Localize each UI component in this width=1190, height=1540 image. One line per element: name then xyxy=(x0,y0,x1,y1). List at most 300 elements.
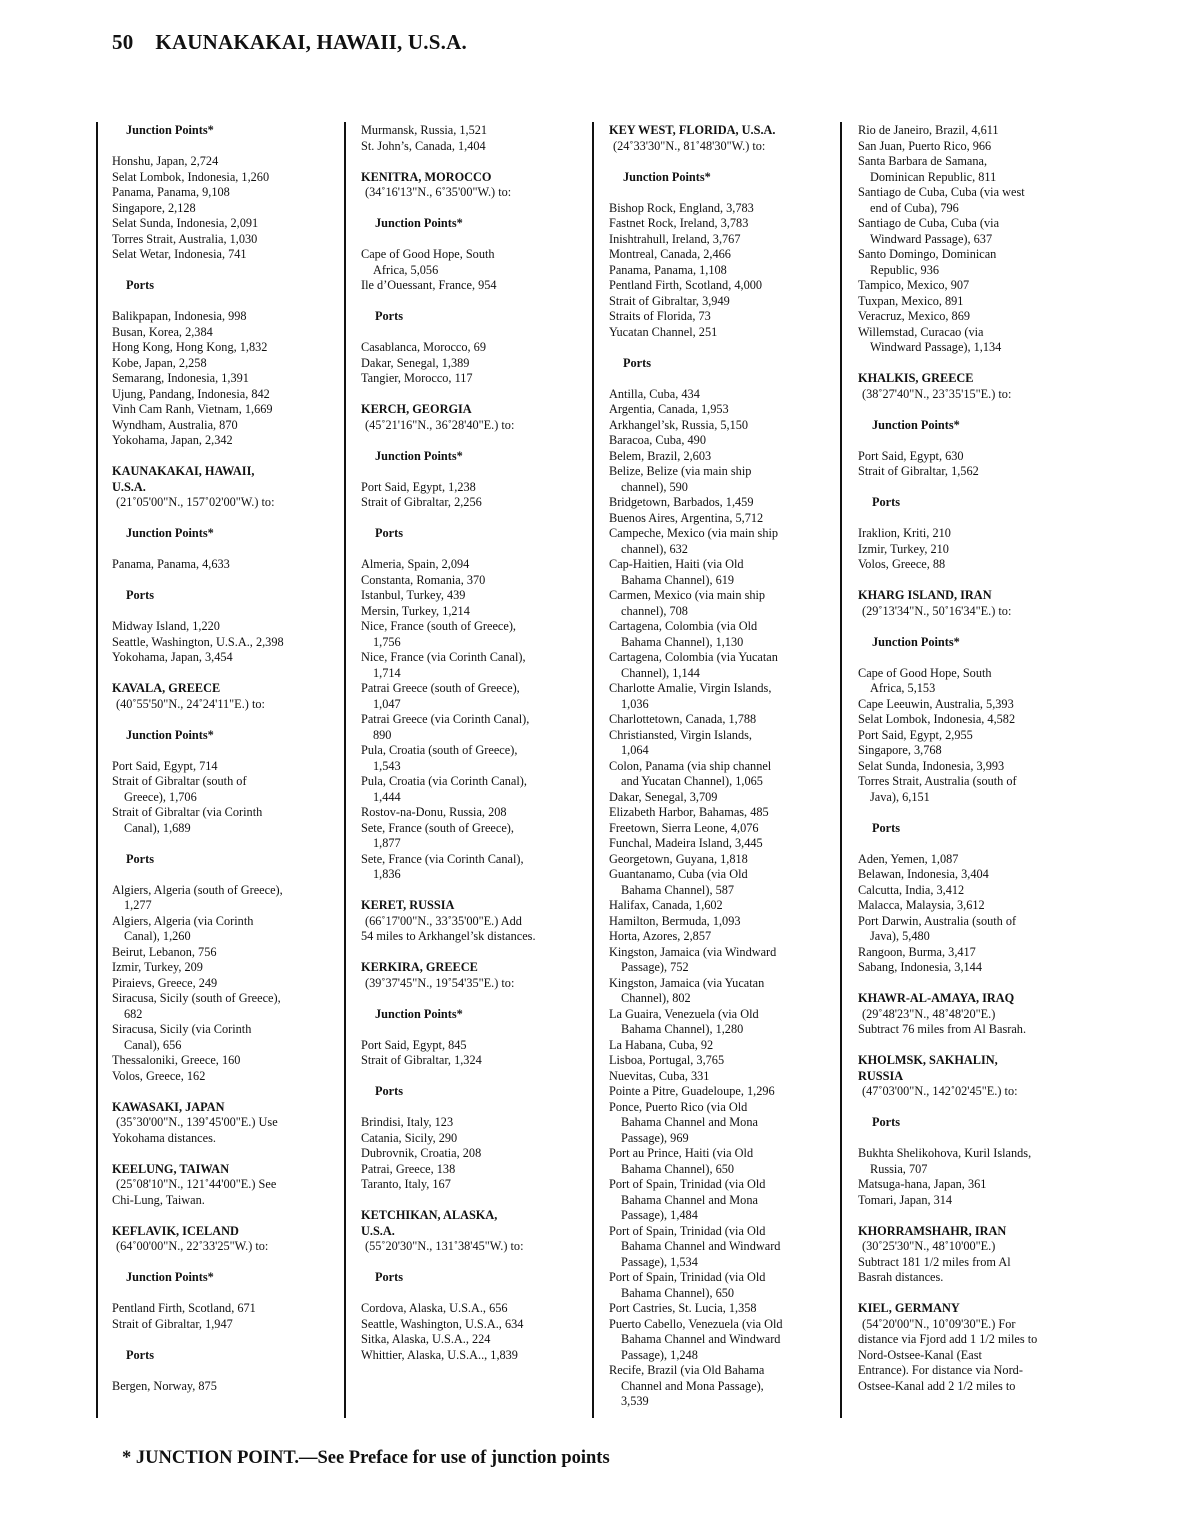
entry-line: 682 xyxy=(124,1006,143,1021)
entry-line: Tampico, Mexico, 907 xyxy=(858,278,970,292)
spacer xyxy=(858,1038,1086,1054)
port-name: KERCH, GEORGIA xyxy=(361,402,472,416)
entry-line: Piraievs, Greece, 249 xyxy=(112,975,218,990)
column-rule xyxy=(344,122,346,1418)
entry-line: Siracusa, Sicily (via Corinth xyxy=(112,1022,252,1036)
distance-entry xyxy=(361,1053,589,1069)
distance-entry xyxy=(858,526,1086,542)
distance-entry xyxy=(858,728,1086,744)
entry-line: Port Said, Egypt, 845 xyxy=(361,1037,467,1052)
distance-entry xyxy=(361,805,589,821)
distance-list xyxy=(609,387,837,1410)
entry-line: Tangier, Morocco, 117 xyxy=(361,371,473,385)
entry-line: Fastnet Rock, Ireland, 3,783 xyxy=(609,216,749,230)
distance-entry xyxy=(858,557,1086,573)
distance-entry xyxy=(361,1038,589,1054)
entry-line: Strait of Gibraltar, 2,256 xyxy=(361,495,482,509)
distance-entry xyxy=(112,433,340,449)
entry-line: Balikpapan, Indonesia, 998 xyxy=(112,309,247,323)
entry-line: Pentland Firth, Scotland, 4,000 xyxy=(609,278,763,292)
port-heading xyxy=(361,898,589,945)
entry-line: Port au Prince, Haiti (via Old xyxy=(609,1146,754,1160)
distance-entry xyxy=(609,464,837,495)
spacer xyxy=(858,356,1086,372)
entry-line: Cordova, Alaska, U.S.A., 656 xyxy=(361,1301,508,1315)
distance-entry xyxy=(112,991,340,1022)
entry-line: Antilla, Cuba, 434 xyxy=(609,386,700,401)
distance-entry xyxy=(112,557,340,573)
entry-line: Honshu, Japan, 2,724 xyxy=(112,154,219,168)
distance-entry xyxy=(112,1069,340,1085)
spacer xyxy=(858,1394,1086,1410)
port-coordinates: (40˚55'50"N., 24˚24'11"E.) to: xyxy=(116,696,265,711)
entry-line: end of Cuba), 796 xyxy=(870,200,959,215)
distance-entry xyxy=(112,1053,340,1069)
port-note: Entrance). For distance via Nord- xyxy=(858,1363,1023,1377)
distance-entry xyxy=(609,790,837,806)
distance-entry xyxy=(609,712,837,728)
port-note: Basrah distances. xyxy=(858,1270,944,1284)
entry-line: Bahama Channel), 1,130 xyxy=(621,634,744,649)
spacer xyxy=(609,1410,837,1426)
distance-entry xyxy=(858,898,1086,914)
distance-entry xyxy=(361,1162,589,1178)
distance-entry xyxy=(609,294,837,310)
entry-line: Pointe a Pitre, Guadeloupe, 1,296 xyxy=(609,1084,775,1098)
distance-entry xyxy=(361,247,589,278)
page-number: 50 xyxy=(112,30,134,54)
entry-line: Arkhangel’sk, Russia, 5,150 xyxy=(609,417,749,432)
port-name: KHALKIS, GREECE xyxy=(858,371,974,385)
entry-line: and Yucatan Channel), 1,065 xyxy=(621,774,763,788)
distance-entry xyxy=(609,402,837,418)
spacer xyxy=(361,1069,589,1085)
distance-list xyxy=(858,123,1086,356)
distance-entry xyxy=(112,619,340,635)
port-heading xyxy=(112,681,340,712)
port-coordinates: (29˚13'34"N., 50˚16'34"E.) to: xyxy=(862,603,1012,618)
distance-entry xyxy=(112,960,340,976)
distance-entry xyxy=(609,1270,837,1301)
distance-list xyxy=(858,852,1086,976)
distance-entry xyxy=(858,743,1086,759)
entry-line: Santiago de Cuba, Cuba (via west xyxy=(858,185,1025,199)
distance-list xyxy=(112,154,340,263)
entry-line: Russia, 707 xyxy=(870,1161,928,1176)
entry-line: Matsuga-hana, Japan, 361 xyxy=(858,1177,987,1191)
entry-line: Ile d’Ouessant, France, 954 xyxy=(361,278,497,292)
distance-entry xyxy=(609,1084,837,1100)
distance-entry xyxy=(609,588,837,619)
distance-entry xyxy=(609,557,837,588)
entry-line: Ponce, Puerto Rico (via Old xyxy=(609,1099,748,1114)
spacer xyxy=(361,991,589,1007)
entry-line: Bahama Channel), 619 xyxy=(621,572,735,587)
entry-line: Cap-Haitien, Haiti (via Old xyxy=(609,557,744,571)
distance-entry xyxy=(609,650,837,681)
distance-entry xyxy=(361,495,589,511)
section-label: Junction Points* xyxy=(623,169,711,184)
distance-entry xyxy=(112,402,340,418)
entry-line: Panama, Panama, 4,633 xyxy=(112,557,230,571)
entry-line: Bahama Channel), 1,280 xyxy=(621,1022,744,1036)
entry-line: Busan, Korea, 2,384 xyxy=(112,324,213,339)
entry-line: Bahama Channel and Mona xyxy=(621,1115,758,1129)
entry-line: Vinh Cam Ranh, Vietnam, 1,669 xyxy=(112,402,273,416)
distance-entry xyxy=(609,805,837,821)
distance-entry xyxy=(112,201,340,217)
entry-line: Brindisi, Italy, 123 xyxy=(361,1115,454,1129)
entry-line: Charlottetown, Canada, 1,788 xyxy=(609,712,757,726)
distance-entry xyxy=(112,976,340,992)
section-label: Ports xyxy=(375,526,403,540)
port-name: KAVALA, GREECE xyxy=(112,681,221,695)
distance-entry xyxy=(112,340,340,356)
entry-line: Buenos Aires, Argentina, 5,712 xyxy=(609,510,764,525)
spacer xyxy=(858,805,1086,821)
column-4 xyxy=(858,123,1086,1410)
entry-line: Guantanamo, Cuba (via Old xyxy=(609,867,748,881)
distance-entry xyxy=(609,247,837,263)
column-rule xyxy=(592,122,594,1418)
entry-line: Republic, 936 xyxy=(870,262,939,277)
port-coordinates: (34˚16'13"N., 6˚35'00"W.) to: xyxy=(365,185,512,199)
entry-line: Kingston, Jamaica (via Windward xyxy=(609,944,777,959)
port-coordinates: (55˚20'30"N., 131˚38'45"W.) to: xyxy=(365,1239,524,1253)
spacer xyxy=(112,1255,340,1271)
section-label: Ports xyxy=(126,1347,154,1362)
section-label: Ports xyxy=(872,495,900,509)
entry-line: Thessaloniki, Greece, 160 xyxy=(112,1053,241,1067)
distance-entry xyxy=(858,139,1086,155)
distance-entry xyxy=(609,495,837,511)
distance-entry xyxy=(361,852,589,883)
distance-entry xyxy=(609,201,837,217)
entry-line: Inishtrahull, Ireland, 3,767 xyxy=(609,231,741,246)
distance-entry xyxy=(858,325,1086,356)
distance-entry xyxy=(112,325,340,341)
junction-point-footnote: * JUNCTION POINT.—See Preface for use of junction points xyxy=(122,1448,610,1468)
section-label: Junction Points* xyxy=(126,526,214,540)
port-coordinates: (24˚33'30"N., 81˚48'30"W.) to: xyxy=(613,138,766,153)
entry-line: Colon, Panama (via ship channel xyxy=(609,758,772,773)
entry-line: Carmen, Mexico (via main ship xyxy=(609,588,766,602)
distance-list xyxy=(858,449,1086,480)
distance-entry xyxy=(361,557,589,573)
entry-line: 1,714 xyxy=(373,665,401,680)
entry-line: Wyndham, Australia, 870 xyxy=(112,417,238,432)
distance-entry xyxy=(858,1177,1086,1193)
distance-list xyxy=(361,340,589,387)
entry-line: Yucatan Channel, 251 xyxy=(609,324,718,339)
port-heading xyxy=(858,1301,1086,1394)
entry-line: Canal), 1,260 xyxy=(124,929,191,943)
distance-entry xyxy=(609,759,837,790)
spacer xyxy=(361,1255,589,1271)
entry-line: Bahama Channel), 650 xyxy=(621,1285,735,1300)
spacer xyxy=(361,1363,589,1379)
distance-entry xyxy=(112,232,340,248)
entry-line: Funchal, Madeira Island, 3,445 xyxy=(609,836,763,850)
port-coordinates: (29˚48'23"N., 48˚48'20"E.) xyxy=(862,1006,996,1021)
column-3 xyxy=(609,123,837,1425)
spacer xyxy=(112,712,340,728)
distance-entry xyxy=(609,449,837,465)
distance-entry xyxy=(609,836,837,852)
port-note: distance via Fjord add 1 1/2 miles to xyxy=(858,1332,1038,1346)
section-label: Ports xyxy=(872,820,900,835)
distance-entry xyxy=(858,185,1086,216)
section-label: Junction Points* xyxy=(375,1006,463,1021)
distance-entry xyxy=(609,1301,837,1317)
entry-line: Baracoa, Cuba, 490 xyxy=(609,433,706,447)
distance-entry xyxy=(609,511,837,527)
entry-line: Rostov-na-Donu, Russia, 208 xyxy=(361,805,507,819)
port-name: KERET, RUSSIA xyxy=(361,898,455,912)
port-name: U.S.A. xyxy=(361,1223,395,1238)
distance-list xyxy=(361,247,589,294)
entry-line: Elizabeth Harbor, Bahamas, 485 xyxy=(609,805,769,819)
entry-line: Java), 6,151 xyxy=(870,789,930,804)
distance-entry xyxy=(361,681,589,712)
entry-line: Izmir, Turkey, 209 xyxy=(112,960,203,974)
section-label: Ports xyxy=(126,851,154,866)
entry-line: Belize, Belize (via main ship xyxy=(609,464,752,478)
port-note: Subtract 181 1/2 miles from Al xyxy=(858,1254,1011,1269)
spacer xyxy=(112,1332,340,1348)
distance-list xyxy=(361,1038,589,1069)
entry-line: Tomari, Japan, 314 xyxy=(858,1192,953,1207)
entry-line: Santiago de Cuba, Cuba (via xyxy=(858,216,1000,230)
distance-entry xyxy=(361,650,589,681)
spacer xyxy=(609,154,837,170)
entry-line: Lisboa, Portugal, 3,765 xyxy=(609,1053,725,1067)
spacer xyxy=(361,883,589,899)
entry-line: Whittier, Alaska, U.S.A.., 1,839 xyxy=(361,1347,518,1362)
section-label: Ports xyxy=(126,278,154,292)
entry-line: Bahama Channel and Mona xyxy=(621,1192,758,1207)
port-note: Subtract 76 miles from Al Basrah. xyxy=(858,1022,1027,1036)
entry-line: Willemstad, Curacao (via xyxy=(858,324,984,339)
section-label: Junction Points* xyxy=(126,727,214,742)
port-coordinates: (21˚05'00"N., 157˚02'00"W.) to: xyxy=(116,495,275,509)
entry-line: Midway Island, 1,220 xyxy=(112,619,220,633)
distance-entry xyxy=(112,154,340,170)
section-label: Ports xyxy=(375,1084,403,1098)
distance-entry xyxy=(112,1317,340,1333)
port-coordinates: (64˚00'00"N., 22˚33'25"W.) to: xyxy=(116,1239,269,1253)
entry-line: Kobe, Japan, 2,258 xyxy=(112,355,207,370)
distance-entry xyxy=(112,805,340,836)
entry-line: Sete, France (south of Greece), xyxy=(361,820,514,835)
entry-line: Istanbul, Turkey, 439 xyxy=(361,588,466,602)
entry-line: Port Said, Egypt, 714 xyxy=(112,758,218,773)
port-heading xyxy=(112,1224,340,1255)
column-rule xyxy=(840,122,842,1418)
distance-entry xyxy=(112,309,340,325)
distance-entry xyxy=(609,263,837,279)
entry-line: Izmir, Turkey, 210 xyxy=(858,541,949,556)
spacer xyxy=(112,666,340,682)
port-name: KEY WEST, FLORIDA, U.S.A. xyxy=(609,123,776,137)
distance-entry xyxy=(858,278,1086,294)
entry-line: Singapore, 3,768 xyxy=(858,743,942,757)
port-heading xyxy=(361,960,589,991)
distance-entry xyxy=(609,1146,837,1177)
section-label: Junction Points* xyxy=(375,448,463,463)
entry-line: Bridgetown, Barbados, 1,459 xyxy=(609,495,754,509)
entry-line: Panama, Panama, 9,108 xyxy=(112,185,230,199)
entry-line: channel), 632 xyxy=(621,541,688,556)
entry-line: Belem, Brazil, 2,603 xyxy=(609,448,712,463)
distance-list xyxy=(112,557,340,573)
entry-line: Yokohama, Japan, 3,454 xyxy=(112,650,233,664)
distance-entry xyxy=(112,387,340,403)
distance-entry xyxy=(112,170,340,186)
distance-list xyxy=(858,526,1086,573)
entry-line: Africa, 5,153 xyxy=(870,681,936,695)
entry-line: Bahama Channel and Windward xyxy=(621,1332,781,1346)
distance-entry xyxy=(858,294,1086,310)
entry-line: 1,064 xyxy=(621,743,649,757)
entry-line: Patrai Greece (south of Greece), xyxy=(361,681,520,695)
entry-line: 1,036 xyxy=(621,696,649,711)
distance-entry xyxy=(609,1317,837,1364)
port-heading xyxy=(361,170,589,201)
distance-list xyxy=(361,123,589,154)
entry-line: Dubrovnik, Croatia, 208 xyxy=(361,1146,482,1160)
distance-entry xyxy=(858,216,1086,247)
entry-line: Pula, Croatia (via Corinth Canal), xyxy=(361,774,527,788)
entry-line: Campeche, Mexico (via main ship xyxy=(609,526,779,540)
entry-line: San Juan, Puerto Rico, 966 xyxy=(858,138,992,153)
section-label: Ports xyxy=(375,309,403,323)
port-name: KHARG ISLAND, IRAN xyxy=(858,588,992,602)
entry-line: Sitka, Alaska, U.S.A., 224 xyxy=(361,1332,491,1346)
distance-entry xyxy=(609,1363,837,1410)
entry-line: Nuevitas, Cuba, 331 xyxy=(609,1068,710,1083)
entry-line: Cartagena, Colombia (via Old xyxy=(609,619,758,633)
entry-line: Rio de Janeiro, Brazil, 4,611 xyxy=(858,123,999,137)
entry-line: Strait of Gibraltar, 1,562 xyxy=(858,464,979,478)
port-coordinates: (45˚21'16"N., 36˚28'40"E.) to: xyxy=(365,417,515,432)
distance-entry xyxy=(858,123,1086,139)
entry-line: Sabang, Indonesia, 3,144 xyxy=(858,960,982,974)
entry-line: Puerto Cabello, Venezuela (via Old xyxy=(609,1316,783,1331)
spacer xyxy=(361,201,589,217)
spacer xyxy=(112,1084,340,1100)
entry-line: Santa Barbara de Samana, xyxy=(858,154,988,168)
entry-line: Seattle, Washington, U.S.A., 634 xyxy=(361,1316,524,1331)
entry-line: Santo Domingo, Dominican xyxy=(858,247,997,261)
entry-line: Almeria, Spain, 2,094 xyxy=(361,557,470,571)
distance-entry xyxy=(112,371,340,387)
entry-line: Recife, Brazil (via Old Bahama xyxy=(609,1363,765,1377)
distance-entry xyxy=(858,247,1086,278)
distance-entry xyxy=(361,480,589,496)
distance-entry xyxy=(112,774,340,805)
distance-entry xyxy=(609,1177,837,1224)
spacer xyxy=(858,573,1086,589)
entry-line: Channel and Mona Passage), xyxy=(621,1378,764,1393)
entry-line: Taranto, Italy, 167 xyxy=(361,1177,451,1191)
distance-entry xyxy=(609,619,837,650)
distance-entry xyxy=(361,774,589,805)
entry-line: Ujung, Pandang, Indonesia, 842 xyxy=(112,386,270,401)
entry-line: Casablanca, Morocco, 69 xyxy=(361,340,486,354)
entry-line: Port of Spain, Trinidad (via Old xyxy=(609,1177,766,1191)
entry-line: Port Said, Egypt, 630 xyxy=(858,448,964,463)
port-coordinates: (39˚37'45"N., 19˚54'35"E.) to: xyxy=(365,975,515,990)
distance-entry xyxy=(609,433,837,449)
entry-line: Dakar, Senegal, 3,709 xyxy=(609,789,718,804)
entry-line: 1,277 xyxy=(124,898,152,912)
entry-line: Port of Spain, Trinidad (via Old xyxy=(609,1223,766,1238)
entry-line: 1,543 xyxy=(373,758,401,773)
port-name: KEFLAVIK, ICELAND xyxy=(112,1223,239,1238)
entry-line: Bahama Channel), 650 xyxy=(621,1161,735,1176)
port-note: Nord-Ostsee-Kanal (East xyxy=(858,1347,982,1362)
section-label: Ports xyxy=(126,588,154,602)
distance-entry xyxy=(361,604,589,620)
entry-line: Siracusa, Sicily (south of Greece), xyxy=(112,991,281,1005)
port-name: KIEL, GERMANY xyxy=(858,1301,960,1315)
distance-entry xyxy=(361,1177,589,1193)
spacer xyxy=(112,1394,340,1410)
distance-entry xyxy=(361,821,589,852)
entry-line: Hamilton, Bermuda, 1,093 xyxy=(609,913,741,928)
entry-line: Charlotte Amalie, Virgin Islands, xyxy=(609,681,772,695)
port-name: RUSSIA xyxy=(858,1068,904,1083)
distance-list xyxy=(112,1301,340,1332)
entry-line: Aden, Yemen, 1,087 xyxy=(858,851,959,866)
entry-line: Strait of Gibraltar (south of xyxy=(112,774,247,788)
entry-line: Seattle, Washington, U.S.A., 2,398 xyxy=(112,634,284,649)
entry-line: Patrai, Greece, 138 xyxy=(361,1161,456,1176)
distance-entry xyxy=(112,1379,340,1395)
entry-line: Canal), 1,689 xyxy=(124,820,191,835)
entry-line: 1,047 xyxy=(373,696,401,711)
port-heading xyxy=(361,402,589,433)
distance-entry xyxy=(361,588,589,604)
entry-line: Sete, France (via Corinth Canal), xyxy=(361,851,524,866)
distance-entry xyxy=(858,697,1086,713)
entry-line: Passage), 1,534 xyxy=(621,1254,698,1269)
entry-line: Port Darwin, Australia (south of xyxy=(858,913,1017,928)
entry-line: 1,756 xyxy=(373,634,401,649)
distance-entry xyxy=(858,1146,1086,1177)
entry-line: Constanta, Romania, 370 xyxy=(361,572,486,587)
distance-entry xyxy=(361,1332,589,1348)
entry-line: Cartagena, Colombia (via Yucatan xyxy=(609,650,778,664)
entry-line: Canal), 656 xyxy=(124,1037,182,1052)
distance-entry xyxy=(609,278,837,294)
spacer xyxy=(361,511,589,527)
entry-line: Montreal, Canada, 2,466 xyxy=(609,247,731,261)
distance-entry xyxy=(609,867,837,898)
distance-entry xyxy=(858,464,1086,480)
distance-entry xyxy=(361,743,589,774)
port-name: KHORRAMSHAHR, IRAN xyxy=(858,1223,1007,1238)
spacer xyxy=(361,1193,589,1209)
distance-entry xyxy=(112,1301,340,1317)
entry-line: Channel), 802 xyxy=(621,991,691,1005)
entry-line: Hong Kong, Hong Kong, 1,832 xyxy=(112,340,268,354)
spacer xyxy=(858,976,1086,992)
port-name: KAWASAKI, JAPAN xyxy=(112,1099,225,1114)
entry-line: Calcutta, India, 3,412 xyxy=(858,882,965,897)
spacer xyxy=(112,1146,340,1162)
